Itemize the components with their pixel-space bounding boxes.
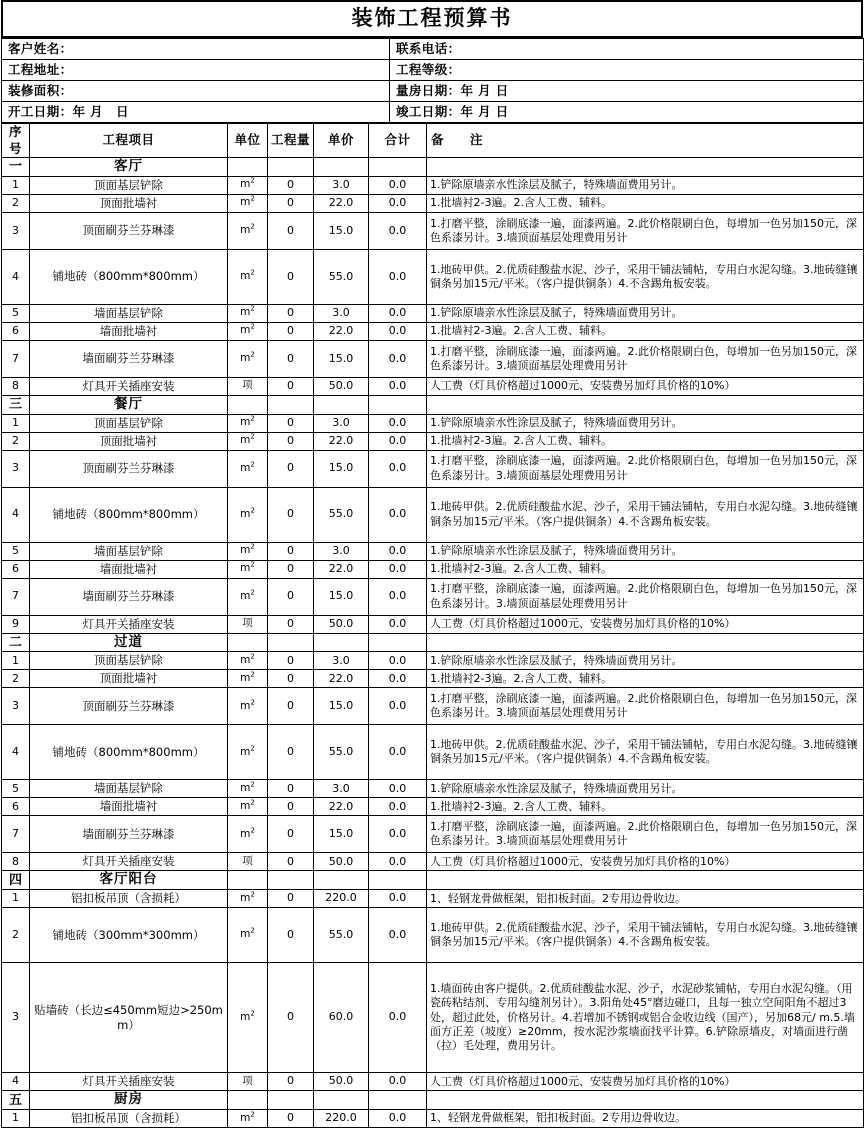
cell-unit-price[interactable]: 22.0 [314, 322, 369, 340]
cell-item-name: 铺地砖（800mm*800mm） [30, 487, 228, 542]
cell-no: 1 [2, 652, 30, 670]
section-empty-cell [314, 633, 369, 652]
col-head-item: 工程项目 [30, 124, 228, 158]
cell-item-name: 灯具开关插座安装 [30, 377, 228, 395]
section-empty-cell [268, 158, 314, 177]
title-table [1, 0, 863, 38]
section-number: 一 [2, 158, 30, 177]
cell-unit: $m^2$ [228, 780, 268, 798]
cell-quantity[interactable]: 0 [268, 853, 314, 871]
section-empty-cell [268, 1091, 314, 1110]
cell-quantity[interactable]: 0 [268, 212, 314, 249]
cell-total: 0.0 [369, 816, 427, 853]
cell-unit: $m^2$ [228, 725, 268, 780]
cell-remark: 人工费（灯具价格超过1000元、安装费另加灯具价格的10%） [427, 1073, 864, 1091]
cell-quantity[interactable]: 0 [268, 432, 314, 450]
cell-no: 4 [2, 1073, 30, 1091]
cell-no: 1 [2, 176, 30, 194]
table-row[interactable] [2, 798, 864, 816]
table-row[interactable] [2, 304, 864, 322]
cell-remark: 1.地砖甲供。2.优质硅酸盐水泥、沙子，采用干铺法铺帖，专用白水泥勾缝。3.地砖缝镶铜条另加15元/平米。（客户提供铜条）4.不含踢角板安装。 [427, 487, 864, 542]
cell-remark: 1.铲除原墙亲水性涂层及腻子，特殊墙面费用另计。 [427, 542, 864, 560]
section-empty-cell [228, 158, 268, 177]
cell-no: 7 [2, 578, 30, 615]
table-row[interactable] [2, 908, 864, 963]
section-number: 三 [2, 395, 30, 414]
cell-unit-price[interactable]: 15.0 [314, 340, 369, 377]
cell-total: 0.0 [369, 194, 427, 212]
cell-no: 1 [2, 1110, 30, 1128]
cell-quantity[interactable]: 0 [268, 194, 314, 212]
cell-unit: $m^2$ [228, 249, 268, 304]
section-empty-cell [314, 395, 369, 414]
section-empty-cell [427, 158, 864, 177]
cell-total: 0.0 [369, 688, 427, 725]
cell-remark: 1.铲除原墙亲水性涂层及腻子，特殊墙面费用另计。 [427, 414, 864, 432]
cell-item-name: 墙面刷芬兰芬琳漆 [30, 340, 228, 377]
cell-no: 2 [2, 670, 30, 688]
cell-remark: 人工费（灯具价格超过1000元、安装费另加灯具价格的10%） [427, 615, 864, 633]
col-head-total: 合计 [369, 124, 427, 158]
section-name: 餐厅 [30, 395, 228, 414]
table-row[interactable] [2, 725, 864, 780]
cell-unit-price[interactable]: 15.0 [314, 816, 369, 853]
table-row[interactable] [2, 560, 864, 578]
cell-remark: 1.铲除原墙亲水性涂层及腻子，特殊墙面费用另计。 [427, 304, 864, 322]
cell-no: 1 [2, 890, 30, 908]
info-row [2, 60, 864, 81]
info-field-right[interactable]: 竣工日期：年 月 日 [390, 102, 864, 123]
cell-quantity[interactable]: 0 [268, 963, 314, 1073]
info-field-right[interactable]: 工程等级： [390, 60, 864, 81]
cell-item-name: 顶面刷芬兰芬琳漆 [30, 688, 228, 725]
cell-unit: $m^2$ [228, 963, 268, 1073]
cell-no: 3 [2, 963, 30, 1073]
cell-no: 4 [2, 725, 30, 780]
cell-no: 6 [2, 798, 30, 816]
section-name: 厨房 [30, 1091, 228, 1110]
table-row[interactable] [2, 212, 864, 249]
cell-item-name: 灯具开关插座安装 [30, 615, 228, 633]
cell-quantity[interactable]: 0 [268, 578, 314, 615]
cell-remark: 1.批墙衬2-3遍。2.含人工费、辅料。 [427, 798, 864, 816]
cell-total: 0.0 [369, 652, 427, 670]
cell-item-name: 铺地砖（800mm*800mm） [30, 725, 228, 780]
cell-remark: 1.打磨平整，涂刷底漆一遍，面漆两遍。2.此价格限刷白色，每增加一色另加150元，深色系漆另计。3.墙顶面基层处理费用另计 [427, 212, 864, 249]
table-row[interactable] [2, 890, 864, 908]
col-head-qty: 工程量 [268, 124, 314, 158]
cell-no: 6 [2, 322, 30, 340]
info-field-left[interactable]: 装修面积： [2, 81, 390, 102]
cell-unit-price[interactable]: 15.0 [314, 450, 369, 487]
cell-total: 0.0 [369, 578, 427, 615]
cell-unit-price[interactable]: 220.0 [314, 1110, 369, 1128]
cell-quantity[interactable]: 0 [268, 487, 314, 542]
info-field-left[interactable]: 工程地址： [2, 60, 390, 81]
cell-item-name: 墙面刷芬兰芬琳漆 [30, 578, 228, 615]
info-table [1, 38, 864, 123]
cell-unit-price[interactable]: 60.0 [314, 963, 369, 1073]
cell-remark: 1.铲除原墙亲水性涂层及腻子，特殊墙面费用另计。 [427, 176, 864, 194]
cell-item-name: 铝扣板吊顶（含损耗） [30, 1110, 228, 1128]
section-empty-cell [314, 871, 369, 890]
cell-total: 0.0 [369, 450, 427, 487]
cell-quantity[interactable]: 0 [268, 1073, 314, 1091]
cell-total: 0.0 [369, 798, 427, 816]
info-row [2, 39, 864, 60]
section-name: 客厅阳台 [30, 871, 228, 890]
section-empty-cell [314, 1091, 369, 1110]
table-row[interactable] [2, 963, 864, 1073]
table-row[interactable] [2, 542, 864, 560]
cell-remark: 1.铲除原墙亲水性涂层及腻子，特殊墙面费用另计。 [427, 652, 864, 670]
section-empty-cell [427, 395, 864, 414]
column-header-row [2, 124, 864, 158]
cell-unit-price[interactable]: 22.0 [314, 194, 369, 212]
cell-quantity[interactable]: 0 [268, 652, 314, 670]
cell-no: 5 [2, 542, 30, 560]
cell-quantity[interactable]: 0 [268, 249, 314, 304]
cell-unit: $m^2$ [228, 432, 268, 450]
section-empty-cell [268, 395, 314, 414]
cell-no: 5 [2, 304, 30, 322]
cell-remark: 1.打磨平整，涂刷底漆一遍，面漆两遍。2.此价格限刷白色，每增加一色另加150元，深色系漆另计。3.墙顶面基层处理费用另计 [427, 816, 864, 853]
cell-unit: $m^2$ [228, 670, 268, 688]
cell-unit: 项 [228, 1073, 268, 1091]
cell-item-name: 墙面批墙衬 [30, 560, 228, 578]
cell-item-name: 贴墙砖（长边≤450mm短边>250mm） [30, 963, 228, 1073]
cell-quantity[interactable]: 0 [268, 1110, 314, 1128]
section-empty-cell [228, 1091, 268, 1110]
section-empty-cell [427, 633, 864, 652]
page-title: 装饰工程预算书 [2, 1, 862, 37]
cell-remark: 人工费（灯具价格超过1000元、安装费另加灯具价格的10%） [427, 377, 864, 395]
cell-total: 0.0 [369, 1073, 427, 1091]
cell-unit-price[interactable]: 50.0 [314, 615, 369, 633]
section-number: 二 [2, 633, 30, 652]
cell-unit-price[interactable]: 3.0 [314, 176, 369, 194]
cell-quantity[interactable]: 0 [268, 780, 314, 798]
cell-remark: 1.批墙衬2-3遍。2.含人工费、辅料。 [427, 322, 864, 340]
cell-item-name: 铺地砖（800mm*800mm） [30, 249, 228, 304]
cell-item-name: 顶面批墙衬 [30, 432, 228, 450]
cell-total: 0.0 [369, 249, 427, 304]
section-empty-cell [369, 395, 427, 414]
cell-total: 0.0 [369, 908, 427, 963]
table-row[interactable] [2, 1073, 864, 1091]
cell-item-name: 墙面基层铲除 [30, 780, 228, 798]
cell-unit: 项 [228, 377, 268, 395]
table-row[interactable] [2, 322, 864, 340]
cell-unit-price[interactable]: 3.0 [314, 414, 369, 432]
cell-total: 0.0 [369, 1110, 427, 1128]
cell-no: 2 [2, 432, 30, 450]
table-row[interactable] [2, 340, 864, 377]
section-empty-cell [268, 871, 314, 890]
cell-item-name: 墙面批墙衬 [30, 322, 228, 340]
section-row [2, 1091, 864, 1110]
cell-quantity[interactable]: 0 [268, 322, 314, 340]
cell-no: 4 [2, 487, 30, 542]
cell-quantity[interactable]: 0 [268, 176, 314, 194]
cell-unit: $m^2$ [228, 578, 268, 615]
cell-quantity[interactable]: 0 [268, 450, 314, 487]
cell-unit-price[interactable]: 3.0 [314, 780, 369, 798]
cell-unit: $m^2$ [228, 487, 268, 542]
table-row[interactable] [2, 176, 864, 194]
cell-unit-price[interactable]: 55.0 [314, 249, 369, 304]
cell-item-name: 顶面批墙衬 [30, 670, 228, 688]
cell-item-name: 墙面基层铲除 [30, 304, 228, 322]
cell-remark: 1.地砖甲供。2.优质硅酸盐水泥、沙子，采用干铺法铺帖，专用白水泥勾缝。3.地砖缝镶铜条另加15元/平米。（客户提供铜条）4.不含踢角板安装。 [427, 725, 864, 780]
section-empty-cell [427, 1091, 864, 1110]
cell-item-name: 铺地砖（300mm*300mm） [30, 908, 228, 963]
cell-no: 5 [2, 780, 30, 798]
section-empty-cell [369, 633, 427, 652]
cell-remark: 1、轻钢龙骨做框架，铝扣板封面。2专用边骨收边。 [427, 1110, 864, 1128]
cell-remark: 1.地砖甲供。2.优质硅酸盐水泥、沙子，采用干铺法铺帖，专用白水泥勾缝。3.地砖缝镶铜条另加15元/平米。（客户提供铜条）4.不含踢角板安装。 [427, 908, 864, 963]
cell-no: 1 [2, 414, 30, 432]
section-row [2, 871, 864, 890]
table-row[interactable] [2, 377, 864, 395]
cell-quantity[interactable]: 0 [268, 414, 314, 432]
table-row[interactable] [2, 194, 864, 212]
cell-total: 0.0 [369, 560, 427, 578]
cell-quantity[interactable]: 0 [268, 615, 314, 633]
col-head-remark: 备 注 [427, 124, 864, 158]
cell-remark: 1.打磨平整，涂刷底漆一遍，面漆两遍。2.此价格限刷白色，每增加一色另加150元，深色系漆另计。3.墙顶面基层处理费用另计 [427, 340, 864, 377]
cell-remark: 1.打磨平整，涂刷底漆一遍，面漆两遍。2.此价格限刷白色，每增加一色另加150元，深色系漆另计。3.墙顶面基层处理费用另计 [427, 450, 864, 487]
cell-unit-price[interactable]: 15.0 [314, 578, 369, 615]
cell-no: 8 [2, 853, 30, 871]
cell-item-name: 铝扣板吊顶（含损耗） [30, 890, 228, 908]
cell-total: 0.0 [369, 212, 427, 249]
table-row[interactable] [2, 780, 864, 798]
cell-total: 0.0 [369, 377, 427, 395]
cell-quantity[interactable]: 0 [268, 688, 314, 725]
cell-unit: $m^2$ [228, 652, 268, 670]
cell-unit-price[interactable]: 220.0 [314, 890, 369, 908]
cell-no: 3 [2, 212, 30, 249]
cell-unit-price[interactable]: 3.0 [314, 304, 369, 322]
section-empty-cell [314, 158, 369, 177]
cell-unit: 项 [228, 615, 268, 633]
cell-total: 0.0 [369, 725, 427, 780]
cell-unit-price[interactable]: 22.0 [314, 560, 369, 578]
table-row[interactable] [2, 688, 864, 725]
table-row[interactable] [2, 249, 864, 304]
section-empty-cell [268, 633, 314, 652]
table-row[interactable] [2, 450, 864, 487]
cell-no: 8 [2, 377, 30, 395]
cell-unit-price[interactable]: 50.0 [314, 377, 369, 395]
info-row [2, 81, 864, 102]
section-empty-cell [427, 871, 864, 890]
cell-remark: 1.地砖甲供。2.优质硅酸盐水泥、沙子，采用干铺法铺帖，专用白水泥勾缝。3.地砖缝镶铜条另加15元/平米。（客户提供铜条）4.不含踢角板安装。 [427, 249, 864, 304]
info-row [2, 102, 864, 123]
cell-unit: $m^2$ [228, 176, 268, 194]
section-row [2, 395, 864, 414]
cell-quantity[interactable]: 0 [268, 908, 314, 963]
section-empty-cell [228, 871, 268, 890]
section-number: 五 [2, 1091, 30, 1110]
cell-item-name: 顶面刷芬兰芬琳漆 [30, 212, 228, 249]
cell-no: 3 [2, 450, 30, 487]
cell-total: 0.0 [369, 963, 427, 1073]
info-field-right[interactable]: 联系电话： [390, 39, 864, 60]
cell-item-name: 顶面基层铲除 [30, 652, 228, 670]
cell-unit-price[interactable]: 22.0 [314, 432, 369, 450]
cell-remark: 1.批墙衬2-3遍。2.含人工费、辅料。 [427, 194, 864, 212]
items-table [1, 123, 864, 1128]
section-number: 四 [2, 871, 30, 890]
cell-quantity[interactable]: 0 [268, 304, 314, 322]
cell-unit: $m^2$ [228, 542, 268, 560]
cell-no: 6 [2, 560, 30, 578]
section-empty-cell [228, 395, 268, 414]
cell-quantity[interactable]: 0 [268, 798, 314, 816]
cell-unit-price[interactable]: 55.0 [314, 908, 369, 963]
cell-total: 0.0 [369, 542, 427, 560]
cell-item-name: 顶面刷芬兰芬琳漆 [30, 450, 228, 487]
info-field-left[interactable]: 客户姓名： [2, 39, 390, 60]
table-row[interactable] [2, 652, 864, 670]
cell-unit-price[interactable]: 55.0 [314, 725, 369, 780]
table-row[interactable] [2, 615, 864, 633]
cell-total: 0.0 [369, 176, 427, 194]
cell-quantity[interactable]: 0 [268, 340, 314, 377]
cell-unit: $m^2$ [228, 688, 268, 725]
table-row[interactable] [2, 670, 864, 688]
section-row [2, 633, 864, 652]
cell-total: 0.0 [369, 853, 427, 871]
cell-item-name: 墙面刷芬兰芬琳漆 [30, 816, 228, 853]
table-row[interactable] [2, 1110, 864, 1128]
cell-item-name: 墙面批墙衬 [30, 798, 228, 816]
cell-unit-price[interactable]: 50.0 [314, 1073, 369, 1091]
cell-total: 0.0 [369, 670, 427, 688]
cell-unit: $m^2$ [228, 212, 268, 249]
cell-unit: $m^2$ [228, 414, 268, 432]
cell-quantity[interactable]: 0 [268, 890, 314, 908]
cell-unit-price[interactable]: 3.0 [314, 542, 369, 560]
cell-total: 0.0 [369, 432, 427, 450]
cell-total: 0.0 [369, 487, 427, 542]
cell-quantity[interactable]: 0 [268, 670, 314, 688]
cell-no: 4 [2, 249, 30, 304]
table-row[interactable] [2, 414, 864, 432]
cell-total: 0.0 [369, 890, 427, 908]
section-name: 客厅 [30, 158, 228, 177]
cell-no: 2 [2, 908, 30, 963]
cell-no: 3 [2, 688, 30, 725]
section-name: 过道 [30, 633, 228, 652]
cell-remark: 人工费（灯具价格超过1000元、安装费另加灯具价格的10%） [427, 853, 864, 871]
cell-unit: $m^2$ [228, 890, 268, 908]
cell-item-name: 墙面基层铲除 [30, 542, 228, 560]
cell-total: 0.0 [369, 304, 427, 322]
cell-quantity[interactable]: 0 [268, 560, 314, 578]
cell-unit: $m^2$ [228, 340, 268, 377]
cell-quantity[interactable]: 0 [268, 816, 314, 853]
cell-total: 0.0 [369, 615, 427, 633]
cell-unit: $m^2$ [228, 908, 268, 963]
section-empty-cell [369, 871, 427, 890]
section-empty-cell [369, 158, 427, 177]
cell-remark: 1.打磨平整，涂刷底漆一遍，面漆两遍。2.此价格限刷白色，每增加一色另加150元，深色系漆另计。3.墙顶面基层处理费用另计 [427, 688, 864, 725]
cell-no: 9 [2, 615, 30, 633]
cell-unit-price[interactable]: 3.0 [314, 652, 369, 670]
cell-no: 2 [2, 194, 30, 212]
cell-total: 0.0 [369, 780, 427, 798]
cell-unit: $m^2$ [228, 560, 268, 578]
cell-unit-price[interactable]: 22.0 [314, 670, 369, 688]
cell-remark: 1、轻钢龙骨做框架，铝扣板封面。2专用边骨收边。 [427, 890, 864, 908]
cell-total: 0.0 [369, 340, 427, 377]
cell-quantity[interactable]: 0 [268, 542, 314, 560]
info-field-right[interactable]: 量房日期：年 月 日 [390, 81, 864, 102]
table-row[interactable] [2, 816, 864, 853]
cell-unit-price[interactable]: 22.0 [314, 798, 369, 816]
section-row [2, 158, 864, 177]
cell-no: 7 [2, 816, 30, 853]
cell-unit: $m^2$ [228, 1110, 268, 1128]
cell-remark: 1.墙面砖由客户提供。2.优质硅酸盐水泥、沙子，水泥砂浆铺帖，专用白水泥勾缝。（用瓷砖粘结剂、专用勾缝剂另计）。3.阳角处45°磨边碰口，且每一独立空间阳角不超过3处，超过此处，价格另计。4.若增加不锈钢或铝合金收边线（国产），另加68元/ m.5.墙面方正差（坡度）≥20mm，按水泥沙浆墙面找平计算。6.铲除原墙皮，对墙面进行凿（拉）毛处理，费用另计。 [427, 963, 864, 1073]
cell-unit: $m^2$ [228, 304, 268, 322]
cell-item-name: 灯具开关插座安装 [30, 1073, 228, 1091]
cell-unit-price[interactable]: 15.0 [314, 212, 369, 249]
cell-unit: $m^2$ [228, 194, 268, 212]
table-row[interactable] [2, 578, 864, 615]
cell-unit: 项 [228, 853, 268, 871]
cell-remark: 1.铲除原墙亲水性涂层及腻子，特殊墙面费用另计。 [427, 780, 864, 798]
section-empty-cell [369, 1091, 427, 1110]
table-row[interactable] [2, 853, 864, 871]
section-empty-cell [228, 633, 268, 652]
cell-item-name: 顶面基层铲除 [30, 176, 228, 194]
cell-unit: $m^2$ [228, 450, 268, 487]
cell-remark: 1.打磨平整，涂刷底漆一遍，面漆两遍。2.此价格限刷白色，每增加一色另加150元，深色系漆另计。3.墙顶面基层处理费用另计 [427, 578, 864, 615]
cell-unit-price[interactable]: 50.0 [314, 853, 369, 871]
cell-unit: $m^2$ [228, 816, 268, 853]
cell-item-name: 顶面批墙衬 [30, 194, 228, 212]
cell-no: 7 [2, 340, 30, 377]
title-row [2, 1, 862, 37]
cell-unit: $m^2$ [228, 322, 268, 340]
cell-remark: 1.批墙衬2-3遍。2.含人工费、辅料。 [427, 670, 864, 688]
cell-unit: $m^2$ [228, 798, 268, 816]
table-row[interactable] [2, 487, 864, 542]
cell-quantity[interactable]: 0 [268, 377, 314, 395]
cell-total: 0.0 [369, 322, 427, 340]
cell-item-name: 顶面基层铲除 [30, 414, 228, 432]
col-head-no: 序号 [2, 124, 30, 158]
table-row[interactable] [2, 432, 864, 450]
cell-remark: 1.批墙衬2-3遍。2.含人工费、辅料。 [427, 560, 864, 578]
cell-item-name: 灯具开关插座安装 [30, 853, 228, 871]
cell-unit-price[interactable]: 55.0 [314, 487, 369, 542]
cell-unit-price[interactable]: 15.0 [314, 688, 369, 725]
col-head-unit: 单位 [228, 124, 268, 158]
col-head-price: 单价 [314, 124, 369, 158]
info-field-left[interactable]: 开工日期：年 月 日 [2, 102, 390, 123]
cell-total: 0.0 [369, 414, 427, 432]
cell-remark: 1.批墙衬2-3遍。2.含人工费、辅料。 [427, 432, 864, 450]
cell-quantity[interactable]: 0 [268, 725, 314, 780]
